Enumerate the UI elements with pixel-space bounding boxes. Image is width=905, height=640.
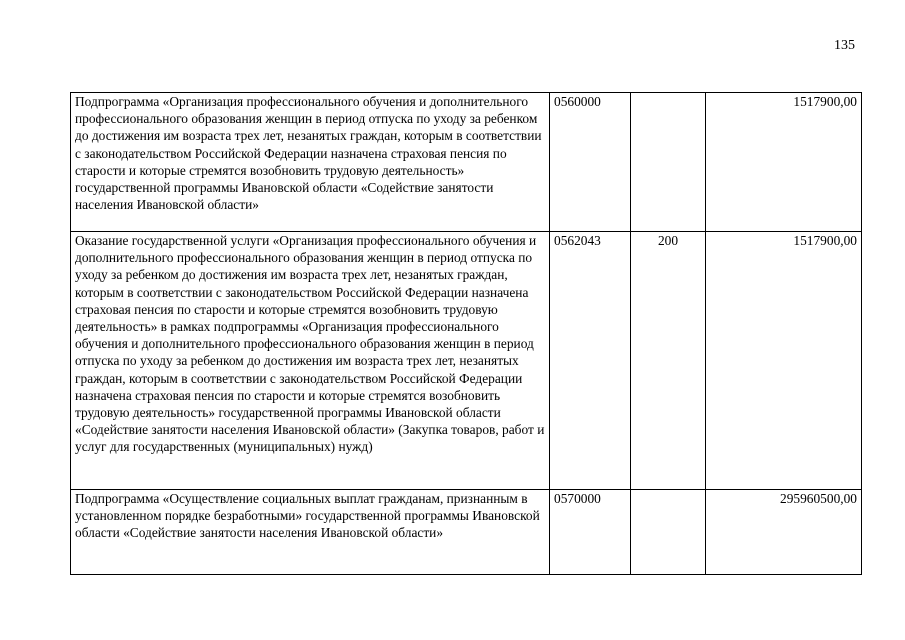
row-target-code: 0560000 bbox=[550, 93, 631, 232]
table-row bbox=[71, 93, 862, 232]
row-amount: 295960500,00 bbox=[706, 490, 862, 575]
row-target-code: 0562043 bbox=[550, 232, 631, 490]
row-amount: 1517900,00 bbox=[706, 93, 862, 232]
page-number: 135 bbox=[834, 38, 855, 53]
table-row bbox=[71, 232, 862, 490]
row-description: Оказание государственной услуги «Организация профессионального обучения и дополнительного профессионального образования женщин в период отпуска по уходу за ребенком до достижения им возраста трех лет, незанятых граждан, которым в соответствии с законодательством Российской Федерации назначена страховая пенсия по старости и которые стремятся возобновить трудовую деятельность» в рамках подпрограммы «Организация профессионального обучения и дополнительного профессионального образования женщин в период отпуска по уходу за ребенком до достижения им возраста трех лет, незанятых граждан, которым в соответствии с законодательством Российской Федерации назначена страховая пенсия по старости и которые стремятся возобновить трудовую деятельность» государственной программы Ивановской области «Содействие занятости населения Ивановской области» (Закупка товаров, работ и услуг для государственных (муниципальных) нужд) bbox=[71, 232, 550, 490]
row-target-code: 0570000 bbox=[550, 490, 631, 575]
row-description: Подпрограмма «Осуществление социальных выплат гражданам, признанным в установленном порядке безработными» государственной программы Ивановской области «Содействие занятости населения Ивановской области» bbox=[71, 490, 550, 575]
budget-table bbox=[70, 92, 862, 575]
row-amount: 1517900,00 bbox=[706, 232, 862, 490]
row-expense-type: 200 bbox=[631, 232, 706, 490]
table-row bbox=[71, 490, 862, 575]
row-description: Подпрограмма «Организация профессионального обучения и дополнительного профессионального образования женщин в период отпуска по уходу за ребенком до достижения им возраста трех лет, незанятых граждан, которым в соответствии с законодательством Российской Федерации назначена страховая пенсия по старости и которые стремятся возобновить трудовую деятельность» государственной программы Ивановской области «Содействие занятости населения Ивановской области» bbox=[71, 93, 550, 232]
row-expense-type bbox=[631, 93, 706, 232]
row-expense-type bbox=[631, 490, 706, 575]
